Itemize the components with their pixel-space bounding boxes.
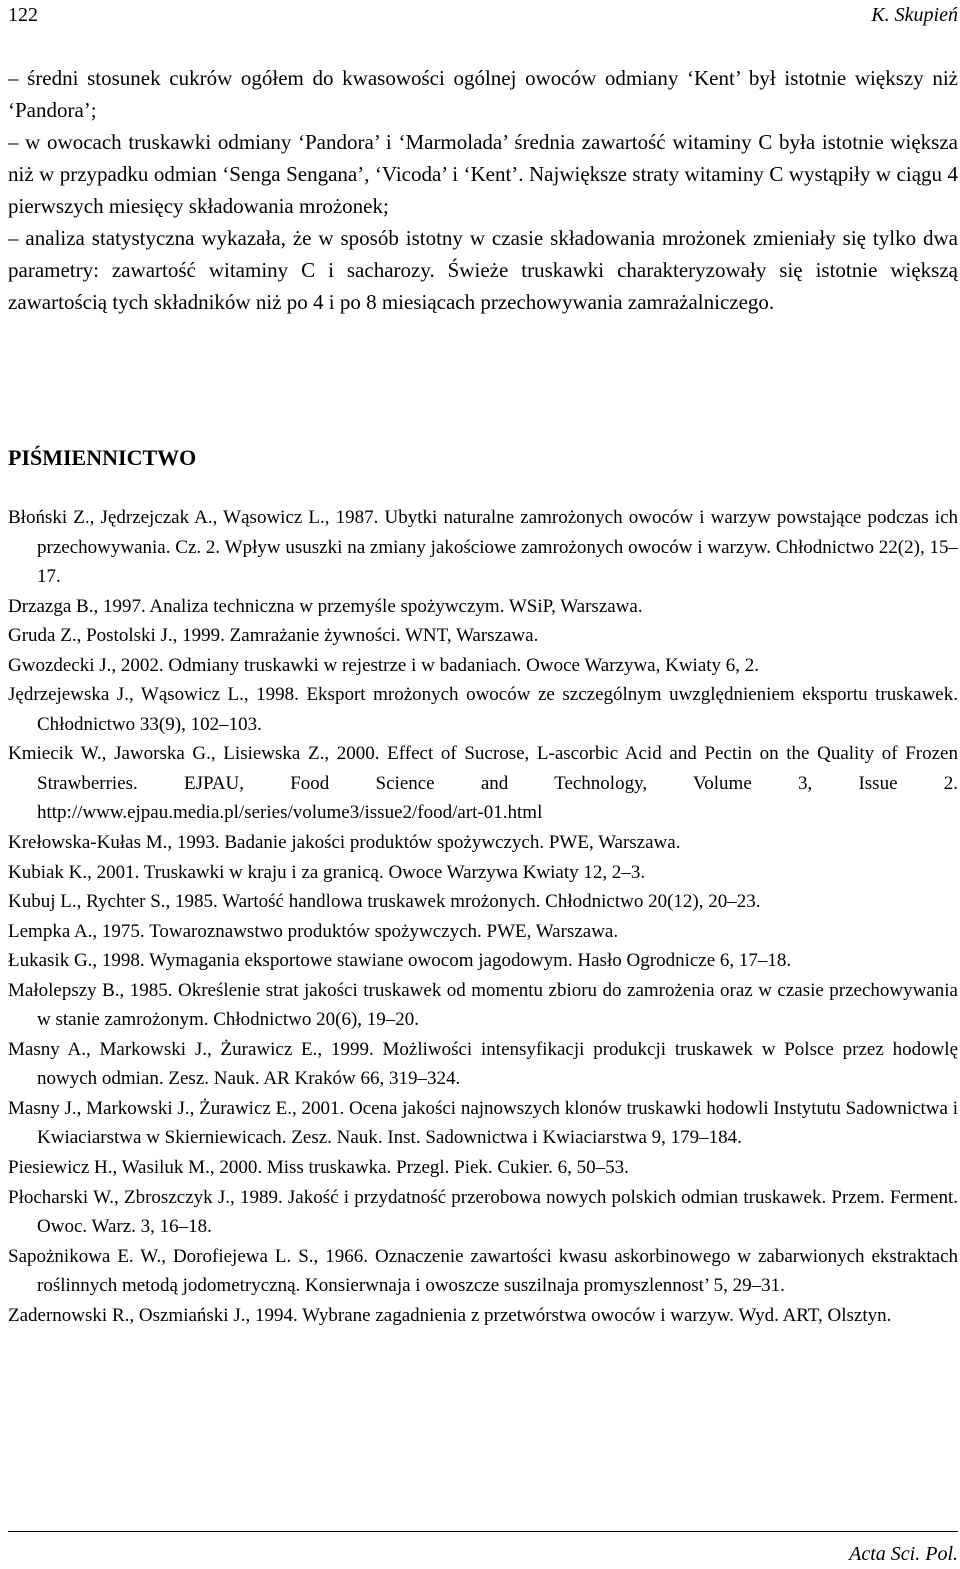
reference-item: Gruda Z., Postolski J., 1999. Zamrażanie żywności. WNT, Warszawa. bbox=[8, 625, 539, 647]
reference-item: Zadernowski R., Oszmiański J., 1994. Wybrane zagadnienia z przetwórstwa owoców i warzyw. Wyd. ART, Olsztyn. bbox=[8, 1304, 892, 1326]
references-list bbox=[8, 503, 958, 1330]
reference-item: Kmiecik W., Jaworska G., Lisiewska Z., 2000. Effect of Sucrose, L-ascorbic Acid and Pectin on the Quality of Frozen Strawberries. EJPAU, Food Science and Technology, Volume 3, Issue 2. http://www.ejpau.media.pl/series/volume3/issue2/food/art-01.html bbox=[8, 743, 958, 824]
reference-item: Drzazga B., 1997. Analiza techniczna w przemyśle spożywczym. WSiP, Warszawa. bbox=[8, 595, 643, 617]
conclusion-item: – w owocach truskawki odmiany ‘Pandora’ i ‘Marmolada’ średnia zawartość witaminy C była istotnie większa niż w przypadku odmian ‘Senga Sengana’, ‘Vicoda’ i ‘Kent’. Największe straty witaminy C wystąpiły w ciągu 4 pierwszych miesięcy składowania mrożonek; bbox=[8, 130, 958, 218]
reference-item: Łukasik G., 1998. Wymagania eksportowe stawiane owocom jagodowym. Hasło Ogrodnicze 6, 17–18. bbox=[8, 950, 792, 972]
reference-item: Jędrzejewska J., Wąsowicz L., 1998. Eksport mrożonych owoców ze szczególnym uwzględnieniem eksportu truskawek. Chłodnictwo 33(9), 102–103. bbox=[8, 684, 958, 735]
page-number: 122 bbox=[8, 4, 38, 26]
reference-item: Błoński Z., Jędrzejczak A., Wąsowicz L., 1987. Ubytki naturalne zamrożonych owoców i warzyw powstające podczas ich przechowywania. Cz. 2. Wpływ ususzki na zmiany jakościowe zamrożonych owoców i warzyw. Chłodnictwo 22(2), 15–17. bbox=[8, 507, 958, 588]
reference-item: Masny A., Markowski J., Żurawicz E., 1999. Możliwości intensyfikacji produkcji truskawek w Polsce przez hodowlę nowych odmian. Zesz. Nauk. AR Kraków 66, 319–324. bbox=[8, 1038, 958, 1090]
reference-item: Masny J., Markowski J., Żurawicz E., 2001. Ocena jakości najnowszych klonów truskawki hodowli Instytutu Sadownictwa i Kwiaciarstwa w Skierniewicach. Zesz. Nauk. Inst. Sadownictwa i Kwiaciarstwa 9, 179–184. bbox=[8, 1097, 958, 1149]
reference-item: Sapożnikowa E. W., Dorofiejewa L. S., 1966. Oznaczenie zawartości kwasu askorbinowego w zabarwionych ekstraktach roślinnych metodą jodometryczną. Konsierwnaja i owoszcze suszilnaja promyszlennost’ 5, 29–31. bbox=[8, 1245, 958, 1297]
reference-item: Kubiak K., 2001. Truskawki w kraju i za granicą. Owoce Warzywa Kwiaty 12, 2–3. bbox=[8, 861, 646, 883]
footer-divider bbox=[8, 1531, 958, 1532]
conclusions-text bbox=[8, 62, 958, 318]
reference-item: Lempka A., 1975. Towaroznawstwo produktów spożywczych. PWE, Warszawa. bbox=[8, 920, 619, 942]
journal-name: Acta Sci. Pol. bbox=[849, 1543, 958, 1565]
reference-item: Piesiewicz H., Wasiluk M., 2000. Miss truskawka. Przegl. Piek. Cukier. 6, 50–53. bbox=[8, 1157, 629, 1179]
reference-item: Płocharski W., Zbroszczyk J., 1989. Jakość i przydatność przerobowa nowych polskich odmian truskawek. Przem. Ferment. Owoc. Warz. 3, 16–18. bbox=[8, 1186, 958, 1238]
conclusion-item: – średni stosunek cukrów ogółem do kwasowości ogólnej owoców odmiany ‘Kent’ był istotnie większy niż ‘Pandora’; bbox=[8, 66, 958, 122]
running-author: K. Skupień bbox=[871, 4, 958, 26]
reference-item: Gwozdecki J., 2002. Odmiany truskawki w rejestrze i w badaniach. Owoce Warzywa, Kwiaty 6, 2. bbox=[8, 654, 760, 676]
conclusion-item: – analiza statystyczna wykazała, że w sposób istotny w czasie składowania mrożonek zmieniały się tylko dwa parametry: zawartość witaminy C i sacharozy. Świeże truskawki charakteryzowały się istotnie większą zawartością tych składników niż po 4 i po 8 miesiącach przechowywania zamrażalniczego. bbox=[8, 226, 958, 314]
reference-item: Krełowska-Kułas M., 1993. Badanie jakości produktów spożywczych. PWE, Warszawa. bbox=[8, 832, 681, 854]
reference-item: Małolepszy B., 1985. Określenie strat jakości truskawek od momentu zbioru do zamrożenia oraz w czasie przechowywania w stanie zamrożonym. Chłodnictwo 20(6), 19–20. bbox=[8, 979, 958, 1031]
references-heading: PIŚMIENNICTWO bbox=[8, 445, 197, 470]
reference-item: Kubuj L., Rychter S., 1985. Wartość handlowa truskawek mrożonych. Chłodnictwo 20(12), 20–23. bbox=[8, 891, 761, 913]
running-header bbox=[8, 0, 958, 30]
